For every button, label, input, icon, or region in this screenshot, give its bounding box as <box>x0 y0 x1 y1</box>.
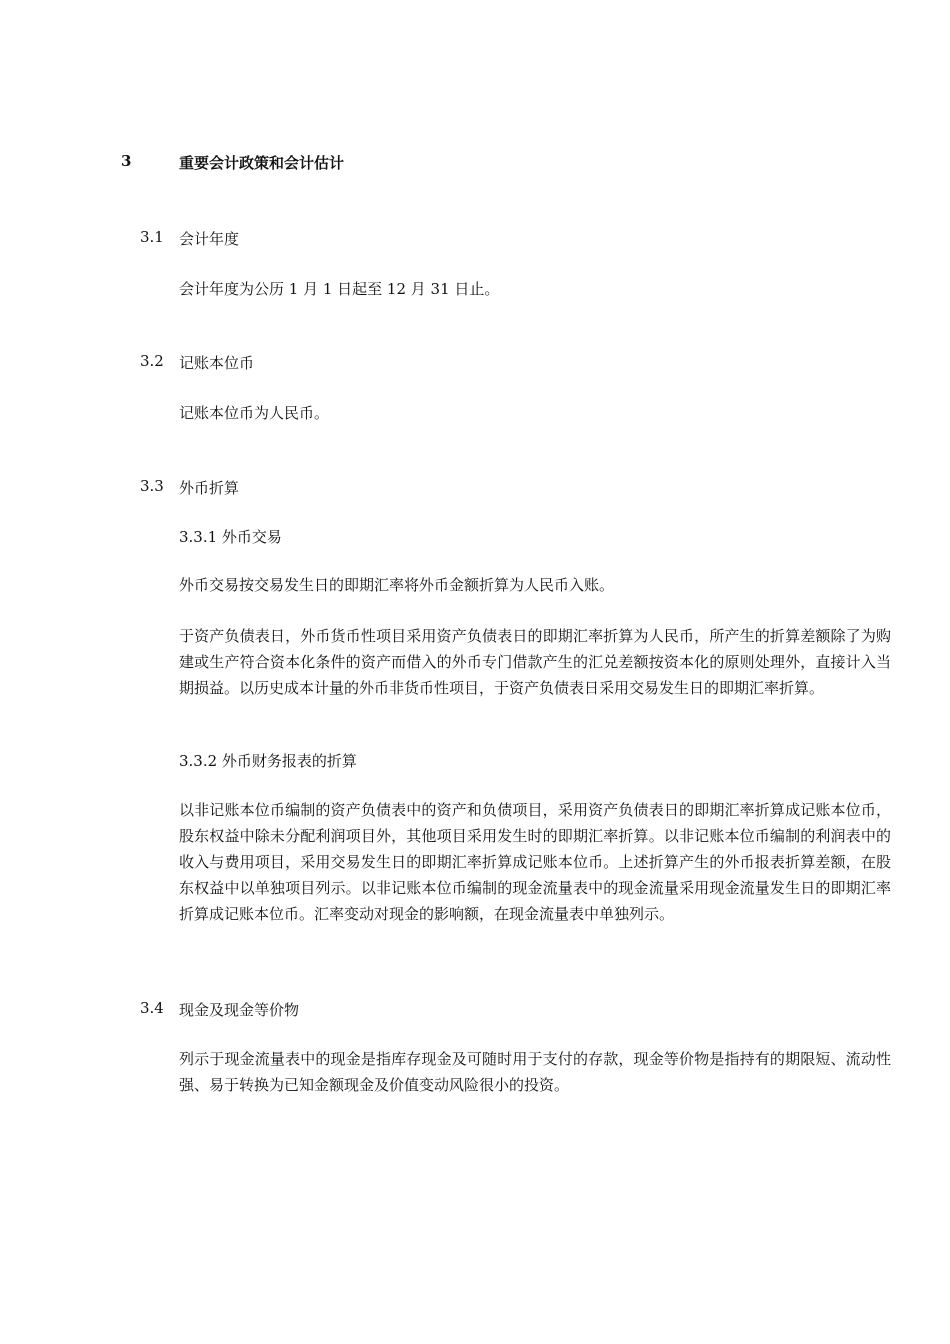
subsection-title-3-3-1: 3.3.1 外币交易 <box>179 528 282 546</box>
subsection-title-3-3-2: 3.3.2 外币财务报表的折算 <box>179 752 357 770</box>
section-paragraph: 会计年度为公历 1 月 1 日起至 12 月 31 日止。 <box>179 280 500 298</box>
section-title: 记账本位币 <box>179 354 255 372</box>
section-title: 现金及现金等价物 <box>179 1001 300 1019</box>
chapter-title: 重要会计政策和会计估计 <box>179 154 345 172</box>
section-number: 3.2 <box>140 352 164 370</box>
section-paragraph: 于资产负债表日，外币货币性项目采用资产负债表日的即期汇率折算为人民币，所产生的折算差额除了为购建或生产符合资本化条件的资产而借入的外币专门借款产生的汇兑差额按资本化的原则处理外，直接计入当期损益。以历史成本计量的外币非货币性项目，于资产负债表日采用交易发生日的即期汇率折算。 <box>179 627 891 697</box>
section-heading-3-4 <box>0 999 950 1023</box>
section-heading-3-1 <box>0 228 950 252</box>
section-paragraph: 记账本位币为人民币。 <box>179 404 330 422</box>
section-paragraph: 以非记账本位币编制的资产负债表中的资产和负债项目，采用资产负债表日的即期汇率折算成记账本位币，股东权益中除未分配利润项目外，其他项目采用发生时的即期汇率折算。以非记账本位币编制的利润表中的收入与费用项目，采用交易发生日的即期汇率折算成记账本位币。上述折算产生的外币报表折算差额，在股东权益中以单独项目列示。以非记账本位币编制的现金流量表中的现金流量采用现金流量发生日的即期汇率折算成记账本位币。汇率变动对现金的影响额，在现金流量表中单独列示。 <box>179 801 891 923</box>
section-number: 3.4 <box>140 999 164 1017</box>
section-title: 会计年度 <box>179 230 240 248</box>
section-paragraph: 列示于现金流量表中的现金是指库存现金及可随时用于支付的存款，现金等价物是指持有的期限短、流动性强、易于转换为已知金额现金及价值变动风险很小的投资。 <box>179 1050 891 1094</box>
section-title: 外币折算 <box>179 479 240 497</box>
chapter-heading <box>0 152 950 176</box>
section-number: 3.3 <box>140 477 164 495</box>
section-number: 3.1 <box>140 228 164 246</box>
section-heading-3-3 <box>0 477 950 501</box>
section-heading-3-2 <box>0 352 950 376</box>
section-paragraph: 外币交易按交易发生日的即期汇率将外币金额折算为人民币入账。 <box>179 576 615 594</box>
chapter-number: 3 <box>121 152 132 170</box>
